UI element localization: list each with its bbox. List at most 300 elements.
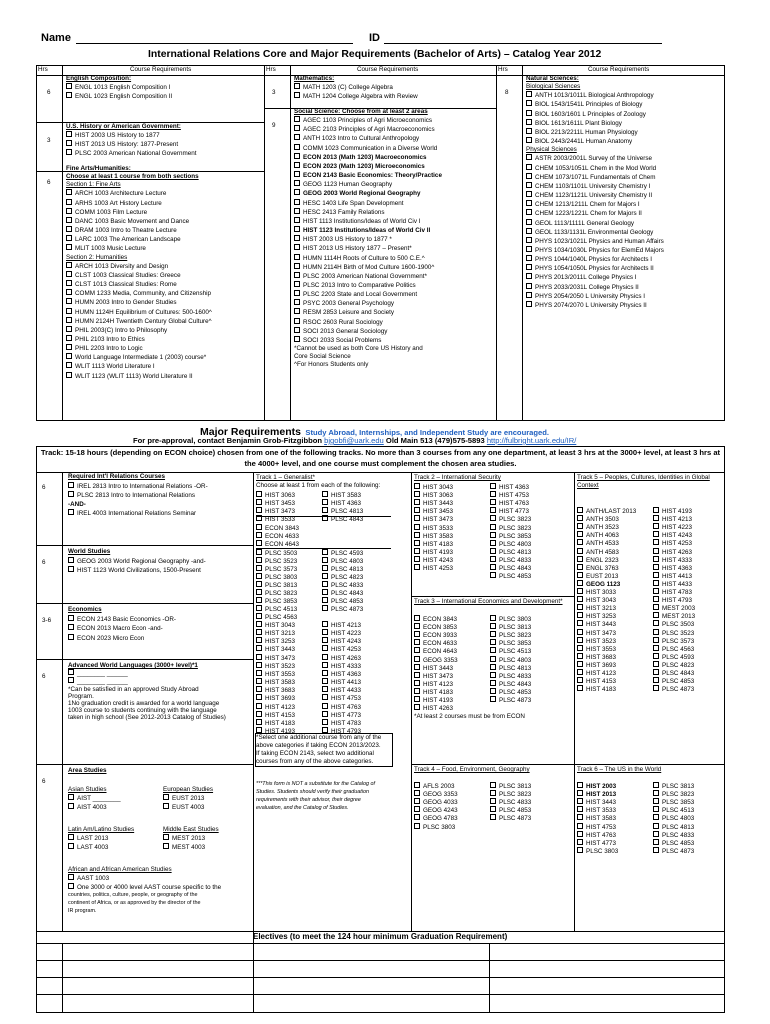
checkbox[interactable] [577, 620, 583, 626]
checkbox[interactable] [322, 581, 328, 587]
course-item [66, 217, 212, 226]
checkbox[interactable] [256, 597, 262, 603]
checkbox[interactable] [294, 272, 300, 278]
checkbox[interactable] [294, 327, 300, 333]
checkbox[interactable] [414, 483, 420, 489]
checkbox[interactable] [577, 798, 583, 804]
checkbox[interactable] [256, 540, 262, 546]
checkbox[interactable] [294, 290, 300, 296]
checkbox[interactable] [653, 515, 659, 521]
checkbox[interactable] [490, 656, 496, 662]
checkbox[interactable] [490, 623, 496, 629]
checkbox[interactable] [66, 271, 72, 277]
checkbox[interactable] [526, 255, 532, 261]
checkbox[interactable] [66, 326, 72, 332]
checkbox[interactable] [526, 292, 532, 298]
checkbox[interactable] [577, 645, 583, 651]
checkbox[interactable] [577, 539, 583, 545]
checkbox[interactable] [577, 806, 583, 812]
checkbox[interactable] [322, 565, 328, 571]
checkbox[interactable] [577, 588, 583, 594]
checkbox[interactable] [526, 191, 532, 197]
checkbox[interactable] [577, 814, 583, 820]
checkbox[interactable] [414, 556, 420, 562]
checkbox[interactable] [577, 629, 583, 635]
checkbox[interactable] [66, 140, 72, 146]
checkbox[interactable] [322, 645, 328, 651]
checkbox[interactable] [256, 703, 262, 709]
checkbox[interactable] [256, 719, 262, 725]
checkbox[interactable] [256, 613, 262, 619]
checkbox[interactable] [577, 596, 583, 602]
checkbox[interactable] [414, 672, 420, 678]
checkbox[interactable] [414, 680, 420, 686]
checkbox[interactable] [68, 482, 74, 488]
checkbox[interactable] [490, 782, 496, 788]
checkbox[interactable] [490, 491, 496, 497]
checkbox[interactable] [322, 662, 328, 668]
checkbox[interactable] [294, 318, 300, 324]
course-code: HIST 4793 [662, 597, 692, 605]
checkbox[interactable] [490, 483, 496, 489]
course-item [68, 509, 208, 519]
text-line [526, 75, 664, 83]
checkbox[interactable] [526, 228, 532, 234]
checkbox[interactable] [490, 532, 496, 538]
checkbox[interactable] [414, 782, 420, 788]
checkbox[interactable] [322, 654, 328, 660]
checkbox[interactable] [66, 149, 72, 155]
core-section [66, 165, 212, 381]
email-link[interactable]: bjgobfi@uark.edu [324, 436, 384, 445]
checkbox[interactable] [490, 814, 496, 820]
checkbox[interactable] [322, 605, 328, 611]
hours-value: 6 [47, 89, 51, 96]
checkbox[interactable] [526, 182, 532, 188]
checkbox[interactable] [577, 653, 583, 659]
course-label: ________ ______ [77, 670, 128, 678]
checkbox[interactable] [66, 344, 72, 350]
checkbox[interactable] [414, 524, 420, 530]
checkbox[interactable] [414, 814, 420, 820]
checkbox[interactable] [577, 523, 583, 529]
checkbox[interactable] [653, 548, 659, 554]
checkbox[interactable] [490, 672, 496, 678]
checkbox[interactable] [577, 548, 583, 554]
checkbox[interactable] [294, 336, 300, 342]
checkbox[interactable] [577, 661, 583, 667]
checkbox[interactable] [526, 137, 532, 143]
course-label: Core Social Science [294, 353, 351, 361]
course-item [66, 140, 196, 149]
checkbox[interactable] [256, 686, 262, 692]
checkbox[interactable] [653, 637, 659, 643]
checkbox[interactable] [490, 572, 496, 578]
name-label: Name [41, 32, 71, 44]
checkbox[interactable] [577, 685, 583, 691]
checkbox[interactable] [653, 798, 659, 804]
checkbox[interactable] [490, 615, 496, 621]
checkbox[interactable] [577, 556, 583, 562]
checkbox[interactable] [490, 507, 496, 513]
checkbox[interactable] [66, 199, 72, 205]
name-field[interactable] [76, 43, 353, 44]
checkbox[interactable] [490, 696, 496, 702]
checkbox[interactable] [653, 539, 659, 545]
checkbox[interactable] [66, 289, 72, 295]
checkbox[interactable] [68, 803, 74, 809]
checkbox[interactable] [294, 244, 300, 250]
checkbox[interactable] [66, 262, 72, 268]
checkbox[interactable] [294, 162, 300, 168]
checkbox[interactable] [256, 581, 262, 587]
course-code: HIST 3443 [423, 664, 453, 672]
checkbox[interactable] [294, 308, 300, 314]
checkbox[interactable] [256, 491, 262, 497]
checkbox[interactable] [66, 353, 72, 359]
checkbox[interactable] [414, 615, 420, 621]
checkbox[interactable] [414, 823, 420, 829]
checkbox[interactable] [414, 548, 420, 554]
checkbox[interactable] [577, 572, 583, 578]
checkbox[interactable] [256, 557, 262, 563]
checkbox[interactable] [256, 629, 262, 635]
checkbox[interactable] [653, 572, 659, 578]
checkbox[interactable] [526, 264, 532, 270]
checkbox[interactable] [414, 515, 420, 521]
checkbox[interactable] [653, 612, 659, 618]
checkbox[interactable] [68, 843, 74, 849]
checkbox[interactable] [653, 588, 659, 594]
checkbox[interactable] [414, 564, 420, 570]
track-course [653, 685, 694, 694]
checkbox[interactable] [322, 589, 328, 595]
checkbox[interactable] [490, 540, 496, 546]
checkbox[interactable] [526, 119, 532, 125]
checkbox[interactable] [577, 637, 583, 643]
checkbox[interactable] [322, 711, 328, 717]
checkbox[interactable] [322, 694, 328, 700]
checkbox[interactable] [66, 131, 72, 137]
checkbox[interactable] [66, 298, 72, 304]
course-code: HIST 4763 [586, 831, 616, 839]
checkbox[interactable] [294, 254, 300, 260]
checkbox[interactable] [653, 814, 659, 820]
checkbox[interactable] [490, 564, 496, 570]
checkbox[interactable] [256, 654, 262, 660]
checkbox[interactable] [294, 125, 300, 131]
checkbox[interactable] [414, 806, 420, 812]
checkbox[interactable] [322, 637, 328, 643]
checkbox[interactable] [414, 623, 420, 629]
checkbox[interactable] [294, 235, 300, 241]
checkbox[interactable] [653, 564, 659, 570]
checkbox[interactable] [653, 685, 659, 691]
checkbox[interactable] [294, 83, 300, 89]
checkbox[interactable] [414, 499, 420, 505]
checkbox[interactable] [653, 847, 659, 853]
checkbox[interactable] [68, 615, 74, 621]
checkbox[interactable] [256, 524, 262, 530]
checkbox[interactable] [163, 834, 169, 840]
checkbox[interactable] [490, 664, 496, 670]
checkbox[interactable] [577, 612, 583, 618]
checkbox[interactable] [577, 839, 583, 845]
checkbox[interactable] [256, 711, 262, 717]
checkbox[interactable] [66, 317, 72, 323]
checkbox[interactable] [256, 573, 262, 579]
checkbox[interactable] [653, 839, 659, 845]
checkbox[interactable] [653, 669, 659, 675]
checkbox[interactable] [490, 548, 496, 554]
checkbox[interactable] [322, 719, 328, 725]
checkbox[interactable] [526, 209, 532, 215]
checkbox[interactable] [490, 688, 496, 694]
checkbox[interactable] [526, 173, 532, 179]
checkbox[interactable] [653, 661, 659, 667]
checkbox[interactable] [577, 515, 583, 521]
checkbox[interactable] [163, 803, 169, 809]
checkbox[interactable] [66, 335, 72, 341]
checkbox[interactable] [294, 199, 300, 205]
checkbox[interactable] [68, 677, 74, 683]
checkbox[interactable] [414, 688, 420, 694]
checkbox[interactable] [256, 621, 262, 627]
course-label: HIST 2003 US History to 1877 * [303, 236, 392, 244]
checkbox[interactable] [414, 540, 420, 546]
checkbox[interactable] [256, 499, 262, 505]
checkbox[interactable] [322, 491, 328, 497]
course-item [163, 794, 253, 803]
checkbox[interactable] [322, 557, 328, 563]
checkbox[interactable] [526, 237, 532, 243]
checkbox[interactable] [653, 531, 659, 537]
major-title: Major Requirements [200, 426, 301, 438]
checkbox[interactable] [490, 806, 496, 812]
checkbox[interactable] [256, 589, 262, 595]
checkbox[interactable] [256, 694, 262, 700]
checkbox[interactable] [414, 798, 420, 804]
checkbox[interactable] [577, 669, 583, 675]
checkbox[interactable] [414, 639, 420, 645]
checkbox[interactable] [526, 110, 532, 116]
checkbox[interactable] [66, 189, 72, 195]
checkbox[interactable] [256, 549, 262, 555]
checkbox[interactable] [490, 556, 496, 562]
checkbox[interactable] [653, 806, 659, 812]
checkbox[interactable] [294, 134, 300, 140]
checkbox[interactable] [653, 653, 659, 659]
checkbox[interactable] [322, 597, 328, 603]
checkbox[interactable] [66, 92, 72, 98]
checkbox[interactable] [653, 556, 659, 562]
checkbox[interactable] [66, 226, 72, 232]
checkbox[interactable] [68, 794, 74, 800]
course-code: HIST 4123 [586, 670, 616, 677]
checkbox[interactable] [68, 834, 74, 840]
checkbox[interactable] [294, 180, 300, 186]
checkbox[interactable] [414, 790, 420, 796]
checkbox[interactable] [526, 283, 532, 289]
checkbox[interactable] [68, 509, 74, 515]
checkbox[interactable] [490, 524, 496, 530]
checkbox[interactable] [414, 656, 420, 662]
course-code: HIST 3553 [265, 670, 295, 678]
checkbox[interactable] [653, 823, 659, 829]
checkbox[interactable] [414, 664, 420, 670]
checkbox[interactable] [414, 704, 420, 710]
course-label: HUMN 1124H Equilibrium of Cultures: 500-1600^ [75, 308, 212, 316]
ir-website-link[interactable]: http://fulbright.uark.edu/IR/ [486, 436, 577, 445]
checkbox[interactable] [322, 686, 328, 692]
course-code: HIST 3443 [423, 500, 453, 508]
checkbox[interactable] [66, 280, 72, 286]
checkbox[interactable] [490, 790, 496, 796]
checkbox[interactable] [653, 790, 659, 796]
checkbox[interactable] [577, 847, 583, 853]
checkbox[interactable] [66, 208, 72, 214]
checkbox[interactable] [68, 557, 74, 563]
checkbox[interactable] [526, 301, 532, 307]
checkbox[interactable] [294, 299, 300, 305]
checkbox[interactable] [294, 116, 300, 122]
checkbox[interactable] [294, 208, 300, 214]
checkbox[interactable] [256, 532, 262, 538]
checkbox[interactable] [526, 100, 532, 106]
checkbox[interactable] [66, 362, 72, 368]
checkbox[interactable] [653, 507, 659, 513]
checkbox[interactable] [526, 200, 532, 206]
checkbox[interactable] [322, 621, 328, 627]
checkbox[interactable] [577, 531, 583, 537]
checkbox[interactable] [294, 92, 300, 98]
checkbox[interactable] [322, 573, 328, 579]
checkbox[interactable] [414, 507, 420, 513]
checkbox[interactable] [163, 794, 169, 800]
checkbox[interactable] [414, 532, 420, 538]
checkbox[interactable] [526, 154, 532, 160]
checkbox[interactable] [322, 678, 328, 684]
checkbox[interactable] [653, 782, 659, 788]
checkbox[interactable] [294, 281, 300, 287]
checkbox[interactable] [526, 273, 532, 279]
checkbox[interactable] [490, 631, 496, 637]
checkbox[interactable] [294, 217, 300, 223]
checkbox[interactable] [414, 647, 420, 653]
checkbox[interactable] [66, 308, 72, 314]
checkbox[interactable] [66, 83, 72, 89]
checkbox[interactable] [653, 604, 659, 610]
checkbox[interactable] [68, 634, 74, 640]
checkbox[interactable] [256, 645, 262, 651]
checkbox[interactable] [294, 171, 300, 177]
checkbox[interactable] [577, 507, 583, 513]
checkbox[interactable] [653, 629, 659, 635]
checkbox[interactable] [490, 798, 496, 804]
checkbox[interactable] [68, 624, 74, 630]
checkbox[interactable] [66, 244, 72, 250]
checkbox[interactable] [68, 883, 74, 889]
checkbox[interactable] [68, 669, 74, 675]
checkbox[interactable] [653, 523, 659, 529]
course-item [294, 244, 442, 253]
course-label: 1003 course to students continuing with the language [68, 707, 217, 715]
checkbox[interactable] [577, 823, 583, 829]
checkbox[interactable] [653, 596, 659, 602]
checkbox[interactable] [322, 549, 328, 555]
id-field[interactable] [384, 43, 662, 44]
checkbox[interactable] [322, 629, 328, 635]
checkbox[interactable] [322, 703, 328, 709]
checkbox[interactable] [577, 564, 583, 570]
checkbox[interactable] [526, 164, 532, 170]
checkbox[interactable] [294, 189, 300, 195]
checkbox[interactable] [653, 620, 659, 626]
checkbox[interactable] [66, 217, 72, 223]
checkbox[interactable] [577, 782, 583, 788]
checkbox[interactable] [294, 153, 300, 159]
course-label: ANTH 1023 Intro to Cultural Anthropology [303, 135, 420, 143]
checkbox[interactable] [526, 219, 532, 225]
checkbox[interactable] [322, 670, 328, 676]
checkbox[interactable] [577, 831, 583, 837]
course-code: HIST 3473 [423, 516, 453, 524]
checkbox[interactable] [490, 499, 496, 505]
checkbox[interactable] [294, 263, 300, 269]
checkbox[interactable] [526, 246, 532, 252]
checkbox[interactable] [653, 645, 659, 651]
checkbox[interactable] [414, 696, 420, 702]
checkbox[interactable] [526, 128, 532, 134]
checkbox[interactable] [577, 580, 583, 586]
checkbox[interactable] [490, 647, 496, 653]
checkbox[interactable] [414, 631, 420, 637]
course-label: GEOL 1113/1111L General Geology [535, 219, 635, 227]
checkbox[interactable] [68, 566, 74, 572]
checkbox[interactable] [256, 507, 262, 513]
checkbox[interactable] [653, 677, 659, 683]
checkbox[interactable] [256, 605, 262, 611]
checkbox[interactable] [577, 677, 583, 683]
checkbox[interactable] [653, 580, 659, 586]
checkbox[interactable] [66, 235, 72, 241]
checkbox[interactable] [490, 639, 496, 645]
checkbox[interactable] [256, 662, 262, 668]
checkbox[interactable] [256, 637, 262, 643]
course-code: HIST 4793 [331, 727, 361, 735]
checkbox[interactable] [66, 372, 72, 378]
course-code: PLSC 3503 [662, 621, 695, 629]
checkbox[interactable] [256, 565, 262, 571]
checkbox[interactable] [490, 680, 496, 686]
checkbox[interactable] [414, 491, 420, 497]
course-label: AIST 4003 [77, 804, 107, 812]
checkbox[interactable] [526, 91, 532, 97]
checkbox[interactable] [653, 831, 659, 837]
checkbox[interactable] [294, 144, 300, 150]
checkbox[interactable] [322, 507, 328, 513]
checkbox[interactable] [68, 491, 74, 497]
checkbox[interactable] [256, 678, 262, 684]
checkbox[interactable] [577, 604, 583, 610]
checkbox[interactable] [294, 226, 300, 232]
checkbox[interactable] [490, 515, 496, 521]
checkbox[interactable] [577, 790, 583, 796]
checkbox[interactable] [322, 499, 328, 505]
checkbox[interactable] [163, 843, 169, 849]
checkbox[interactable] [256, 670, 262, 676]
checkbox[interactable] [68, 874, 74, 880]
